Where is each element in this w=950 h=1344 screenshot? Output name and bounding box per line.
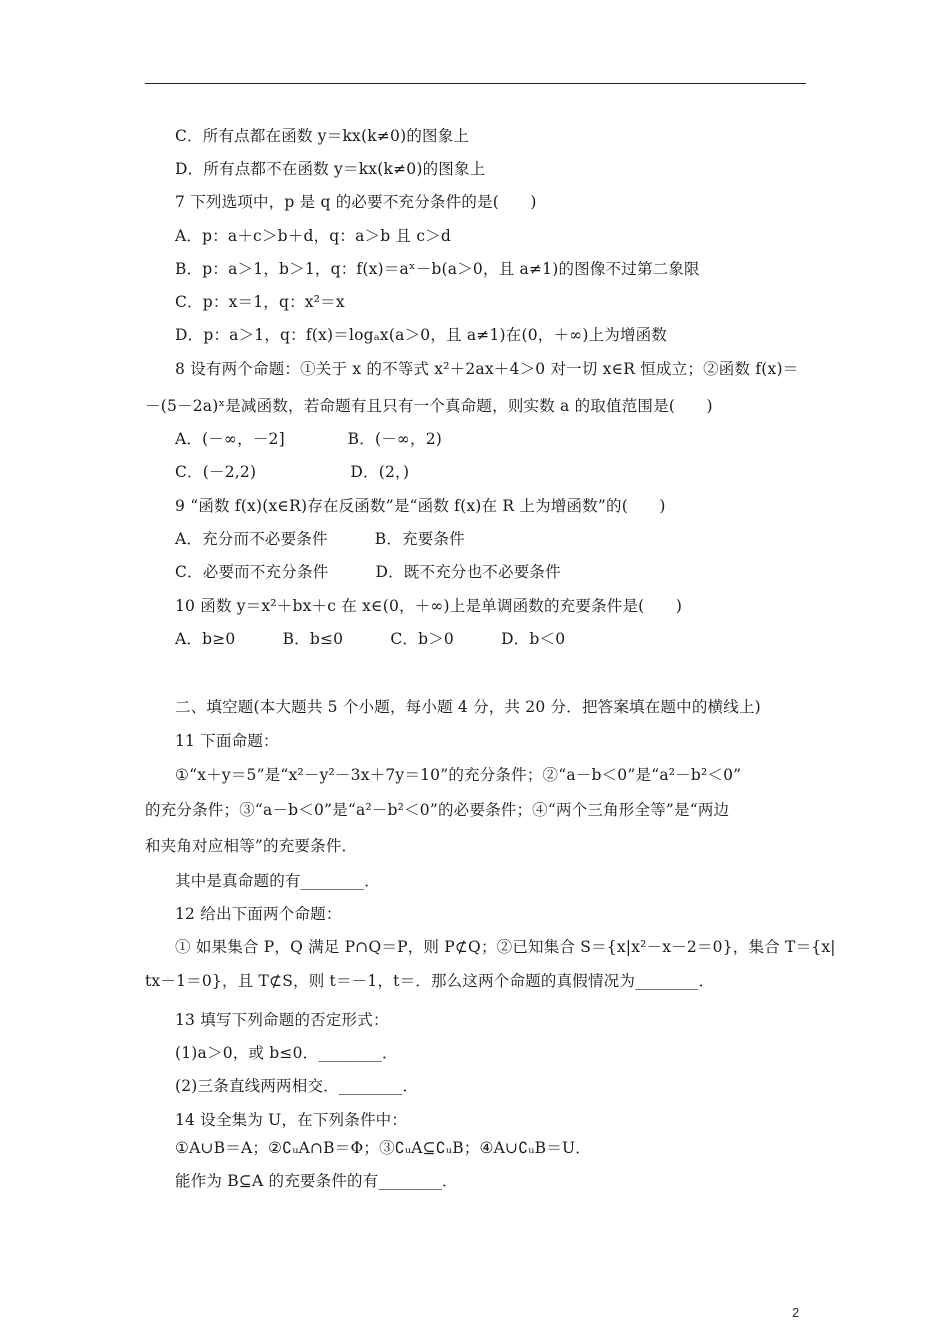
question-11: 11 下面命题： xyxy=(175,732,279,750)
page-number: 2 xyxy=(792,1305,800,1320)
question-8-line1: 8 设有两个命题：①关于 x 的不等式 x²＋2ax＋4＞0 对一切 x∈R 恒成立；②函数 f(x)＝ xyxy=(175,360,799,378)
question-14: 14 设全集为 U，在下列条件中： xyxy=(175,1111,408,1129)
question-14-answer: 能作为 B⊆A 的充要条件的有________． xyxy=(175,1172,458,1190)
options-10: A．b≥0 B．b≤0 C．b＞0 D．b＜0 xyxy=(175,630,566,648)
section-2-heading: 二、填空题(本大题共 5 个小题，每小题 4 分，共 20 分．把答案填在题中的横线上) xyxy=(175,698,761,716)
option-7a: A．p：a＋c＞b＋d，q：a＞b 且 c＞d xyxy=(175,227,452,245)
option-6d: D．所有点都不在函数 y＝kx(k≠0)的图象上 xyxy=(175,160,486,178)
question-13-part1: (1)a＞0，或 b≤0．________． xyxy=(175,1044,398,1062)
question-12-body1: ① 如果集合 P，Q 满足 P∩Q＝P，则 P⊄Q；②已知集合 S＝{x|x²－x－2＝0}，集合 T＝{x| xyxy=(175,938,836,956)
question-10: 10 函数 y＝x²＋bx＋c 在 x∈(0，＋∞)上是单调函数的充要条件是( ) xyxy=(175,597,683,615)
question-12-body2: tx－1＝0}，且 T⊄S，则 t＝－1，t＝．那么这两个命题的真假情况为________． xyxy=(145,972,715,990)
question-8-line2: －(5－2a)ˣ是减函数，若命题有且只有一个真命题，则实数 a 的取值范围是( ) xyxy=(145,397,713,415)
option-7c: C．p：x＝1，q：x²＝x xyxy=(175,293,345,311)
question-9: 9 “函数 f(x)(x∈R)存在反函数”是“函数 f(x)在 R 上为增函数”的( ) xyxy=(175,497,666,515)
options-8ab: A．(－∞，－2] B．(－∞，2) xyxy=(175,430,443,448)
options-9cd: C．必要而不充分条件 D．既不充分也不必要条件 xyxy=(175,563,561,581)
question-12: 12 给出下面两个命题： xyxy=(175,905,342,923)
option-7d: D．p：a＞1，q：f(x)＝logₐx(a＞0，且 a≠1)在(0，＋∞)上为增函数 xyxy=(175,326,668,344)
question-11-answer: 其中是真命题的有________． xyxy=(175,872,380,890)
question-11-body1: ①“x＋y＝5”是“x²－y²－3x＋7y＝10”的充分条件；②“a－b＜0”是“a²－b²＜0” xyxy=(175,766,742,784)
question-13-part2: (2)三条直线两两相交．________． xyxy=(175,1077,419,1095)
question-11-body3: 和夹角对应相等”的充要条件． xyxy=(145,837,358,855)
options-9ab: A．充分而不必要条件 B．充要条件 xyxy=(175,530,465,548)
question-11-body2: 的充分条件；③“a－b＜0”是“a²－b²＜0”的必要条件；④“两个三角形全等”是“两边 xyxy=(145,801,730,819)
option-7b: B．p：a＞1，b＞1，q：f(x)＝aˣ－b(a＞0，且 a≠1)的图像不过第二象限 xyxy=(175,260,700,278)
options-8cd: C．(－2,2) D．(2，) xyxy=(175,463,410,481)
header-rule xyxy=(145,83,806,84)
question-7: 7 下列选项中，p 是 q 的必要不充分条件的是( ) xyxy=(175,193,537,211)
question-14-conditions: ①A∪B＝A；②∁ᵤA∩B＝Φ；③∁ᵤA⊆∁ᵤB；④A∪∁ᵤB＝U． xyxy=(175,1139,591,1157)
option-6c: C．所有点都在函数 y＝kx(k≠0)的图象上 xyxy=(175,127,470,145)
question-13: 13 填写下列命题的否定形式： xyxy=(175,1011,389,1029)
